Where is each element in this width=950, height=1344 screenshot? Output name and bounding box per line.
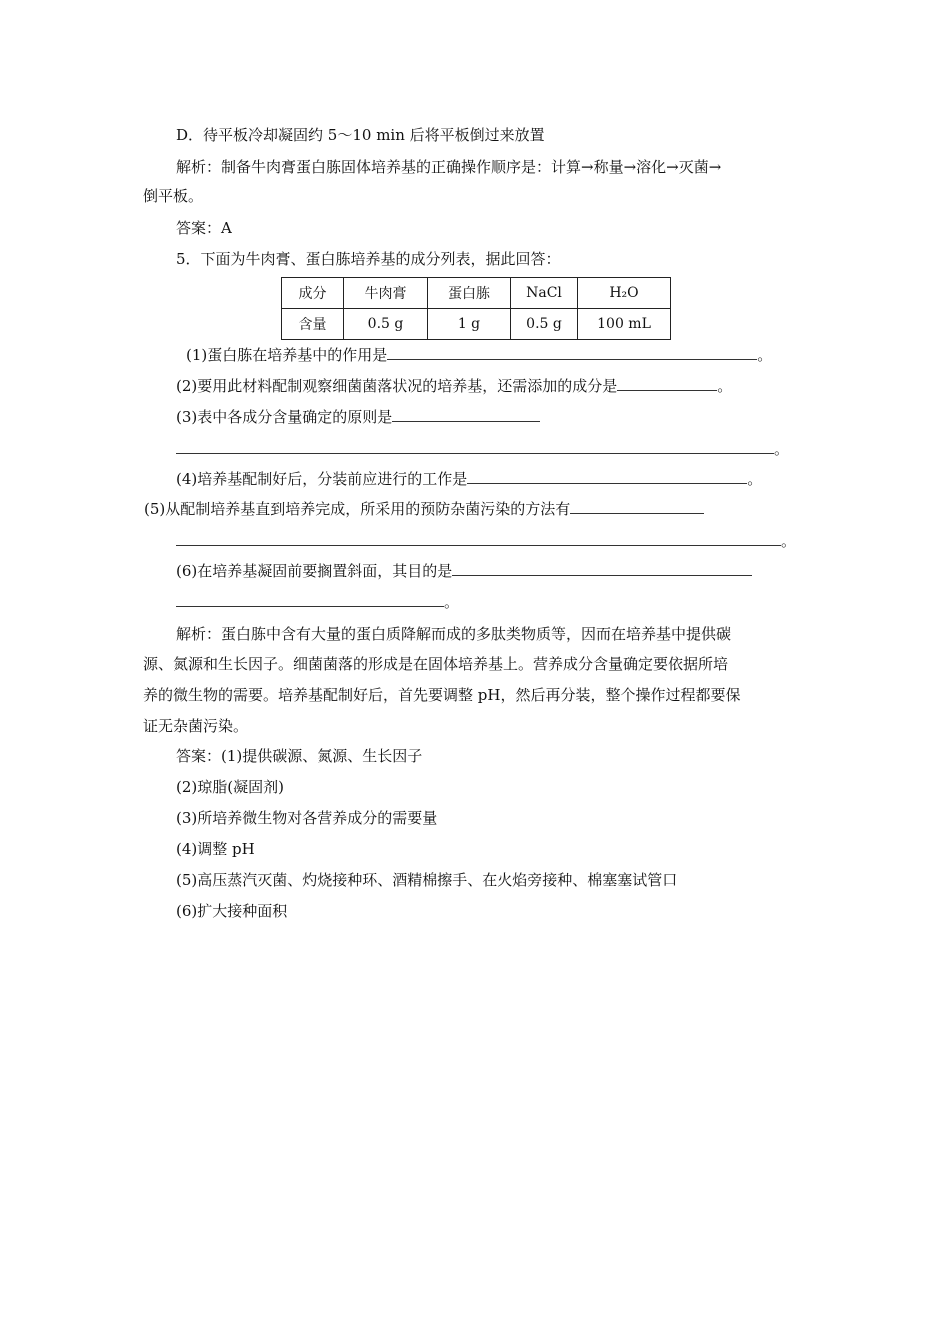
- answer-1: 答案：(1)提供碳源、氮源、生长因子: [176, 747, 423, 765]
- table-row: [282, 309, 671, 340]
- answer-6: (6)扩大接种面积: [176, 902, 288, 920]
- table-header-cell: 成分: [282, 278, 344, 309]
- table-header-cell: 蛋白胨: [428, 278, 511, 309]
- answer-3: (3)所培养微生物对各营养成分的需要量: [176, 809, 438, 827]
- sub-question-3: (3)表中各成分含量确定的原则是: [176, 407, 540, 427]
- sub-question-6: (6)在培养基凝固前要搁置斜面，其目的是: [176, 561, 752, 581]
- table-header-cell: NaCl: [511, 278, 578, 309]
- question-4-option-d: D．待平板冷却凝固约 5～10 min 后将平板倒过来放置: [176, 126, 545, 144]
- question-4-answer: 答案：A: [176, 219, 232, 237]
- sub-question-3-line2: 。: [176, 439, 789, 459]
- answer-blank[interactable]: [392, 407, 540, 422]
- question-4-analysis: 解析：制备牛肉膏蛋白胨固体培养基的正确操作顺序是：计算→称量→溶化→灭菌→: [176, 158, 722, 176]
- question-5-analysis-l4: 证无杂菌污染。: [143, 717, 249, 735]
- question-4-analysis-cont: 倒平板。: [143, 187, 204, 205]
- answer-blank[interactable]: [467, 469, 747, 484]
- answer-blank[interactable]: [176, 439, 774, 454]
- table-cell: 含量: [282, 309, 344, 340]
- answer-blank[interactable]: [617, 376, 717, 391]
- sub-question-1: (1)蛋白胨在培养基中的作用是 。: [186, 346, 773, 364]
- table-cell: 0.5 g: [344, 309, 428, 340]
- answer-blank[interactable]: [387, 345, 757, 360]
- answer-2: (2)琼脂(凝固剂): [176, 778, 284, 796]
- composition-table: [281, 277, 671, 340]
- answer-blank[interactable]: [176, 592, 444, 607]
- answer-blank[interactable]: [570, 499, 704, 514]
- sub-question-5: (5)从配制培养基直到培养完成，所采用的预防杂菌污染的方法有: [144, 499, 704, 519]
- sub-question-5-line2: 。: [176, 531, 796, 551]
- answer-5: (5)高压蒸汽灭菌、灼烧接种环、酒精棉擦手、在火焰旁接种、棉塞塞试管口: [176, 871, 678, 889]
- answer-blank[interactable]: [176, 531, 781, 546]
- table-header-cell: 牛肉膏: [344, 278, 428, 309]
- question-5-analysis-l2: 源、氮源和生长因子。细菌菌落的形成是在固体培养基上。营养成分含量确定要依据所培: [143, 655, 729, 673]
- sub-question-6-line2: 。: [176, 592, 459, 612]
- sub-question-4: (4)培养基配制好后，分装前应进行的工作是 。: [176, 470, 763, 488]
- table-header-cell: H₂O: [578, 278, 671, 309]
- question-5-stem: 5．下面为牛肉膏、蛋白胨培养基的成分列表，据此回答：: [176, 250, 561, 268]
- question-5-analysis-l3: 养的微生物的需要。培养基配制好后，首先要调整 pH，然后再分装，整个操作过程都要保: [143, 686, 741, 704]
- sub-question-2: (2)要用此材料配制观察细菌菌落状况的培养基，还需添加的成分是 。: [176, 377, 733, 395]
- answer-blank[interactable]: [452, 561, 752, 576]
- table-cell: 0.5 g: [511, 309, 578, 340]
- table-header-row: [282, 278, 671, 309]
- answer-4: (4)调整 pH: [176, 840, 255, 858]
- question-5-analysis-l1: 解析：蛋白胨中含有大量的蛋白质降解而成的多肽类物质等，因而在培养基中提供碳: [176, 625, 732, 643]
- table-cell: 1 g: [428, 309, 511, 340]
- table-cell: 100 mL: [578, 309, 671, 340]
